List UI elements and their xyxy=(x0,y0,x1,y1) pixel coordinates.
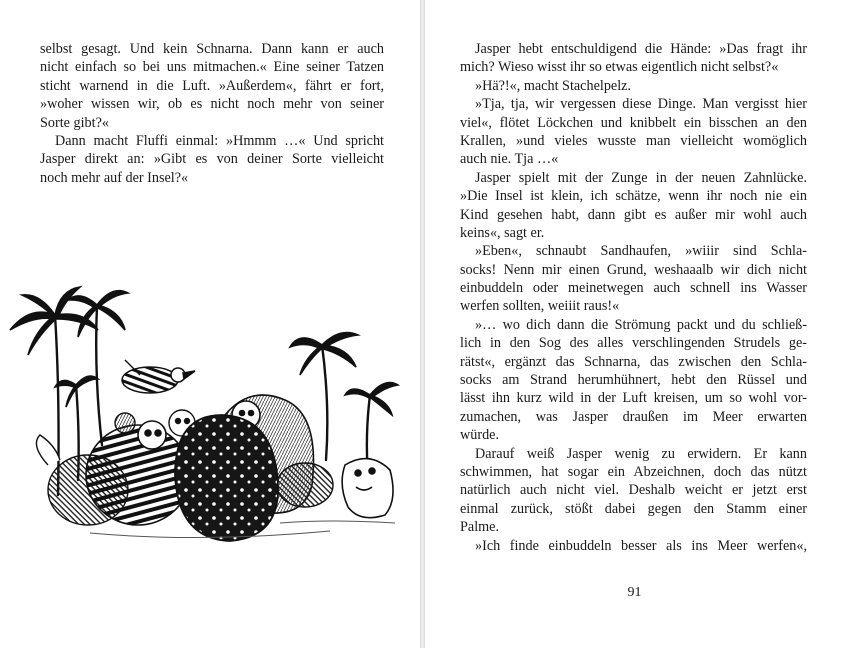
text-line: »woher wissen wir, ob es nicht noch mehr von seiner xyxy=(40,96,384,113)
dotted-creature xyxy=(175,415,278,541)
text-line: sticht warnend in die Luft. »Außerdem«, fährt er fort, xyxy=(40,77,384,94)
text-line: schwimmen, hat sogar ein Abzeichnen, doch das nützt xyxy=(460,463,807,480)
text-line: lässt ihn kurz wild in der Luft kreisen, um so wohl vor- xyxy=(460,390,807,407)
monsters-illustration xyxy=(0,275,420,555)
text-line: »Ich finde einbuddeln besser als ins Meer werfen«, xyxy=(475,537,807,554)
text-line: socks! Nenn mir einen Grund, weshaaalb wir dich nicht xyxy=(460,261,807,278)
palm-fronds xyxy=(10,287,398,415)
text-line: viel«, flötet Löckchen und knibbelt ein bisschen an den xyxy=(460,114,807,131)
text-line: einmal zurück, stößt dabei gegen den Stamm einer xyxy=(460,500,807,517)
text-line: Kind gesehen habt, dann gibt es außer mir wohl auch xyxy=(460,206,807,223)
text-line: Krallen, »und vieles wusste man vielleicht womöglich xyxy=(460,132,807,149)
patterned-creature xyxy=(277,463,333,507)
left-page xyxy=(0,0,420,648)
text-line: nicht einfach so bei uns mitmachen.« Eine seiner Tatzen xyxy=(40,59,384,76)
text-line: Jasper hebt entschuldigend die Hände: »Das fragt ihr xyxy=(475,41,807,57)
left-page-text xyxy=(40,40,384,187)
text-line: selbst gesagt. Und kein Schnarna. Dann kann er auch xyxy=(40,41,384,57)
text-line: »… wo dich dann die Strömung packt und du schließ- xyxy=(475,316,807,333)
text-line: »Hä?!«, macht Stachelpelz. xyxy=(475,77,631,94)
text-line: Jasper direkt an: »Gibt es von deiner Sorte vielleicht xyxy=(40,151,384,168)
text-line: rätst«, ergänzt das Schnarna, das zwischen den Schla- xyxy=(460,353,807,370)
text-line: Dann macht Fluffi einmal: »Hmmm …« Und spricht xyxy=(55,132,384,149)
text-line: keins«, sagt er. xyxy=(460,224,545,241)
right-page xyxy=(425,0,844,648)
text-line: zumachen, was Jasper draußen im Meer erwarten xyxy=(460,408,807,425)
text-line: Sorte gibt?« xyxy=(40,114,109,131)
page-number: 91 xyxy=(627,585,642,600)
text-line: würde. xyxy=(460,427,500,444)
text-line: Palme. xyxy=(460,519,500,536)
text-line: lich in den Sog des alles verschlingenden Strudels ge- xyxy=(460,335,807,352)
text-line: »Tja, tja, wir vergessen diese Dinge. Man vergisst hier xyxy=(475,96,807,113)
text-line: werfen sollten, weiiit raus!« xyxy=(460,298,620,315)
text-line: Darauf weiß Jasper wenig zu erwidern. Er kann xyxy=(475,445,807,462)
white-creature xyxy=(342,459,393,518)
text-line: auch nie. Tja …« xyxy=(460,151,559,168)
text-line: socks am Strand herumhühnert, hebt den Rüssel und xyxy=(460,372,807,389)
text-line: »Die Insel ist klein, ich schätze, wenn ihr noch nie ein xyxy=(460,188,807,205)
text-line: natürlich auch nicht viel. Deshalb weicht er jetzt erst xyxy=(460,482,807,499)
text-line: noch mehr auf der Insel?« xyxy=(40,169,189,186)
text-line: einbuddeln oder meinetwegen auch schnell ins Wasser xyxy=(460,280,807,297)
text-line: Jasper spielt mit der Zunge in der neuen Zahnlücke. xyxy=(475,169,807,186)
right-page-text xyxy=(460,40,807,555)
text-line: mich? Wieso wisst ihr so etwas eigentlich nicht selbst?« xyxy=(460,59,779,76)
text-line: »Eben«, schnaubt Sandhaufen, »wiiir sind Schla- xyxy=(475,243,807,260)
bird-creature xyxy=(122,360,195,393)
